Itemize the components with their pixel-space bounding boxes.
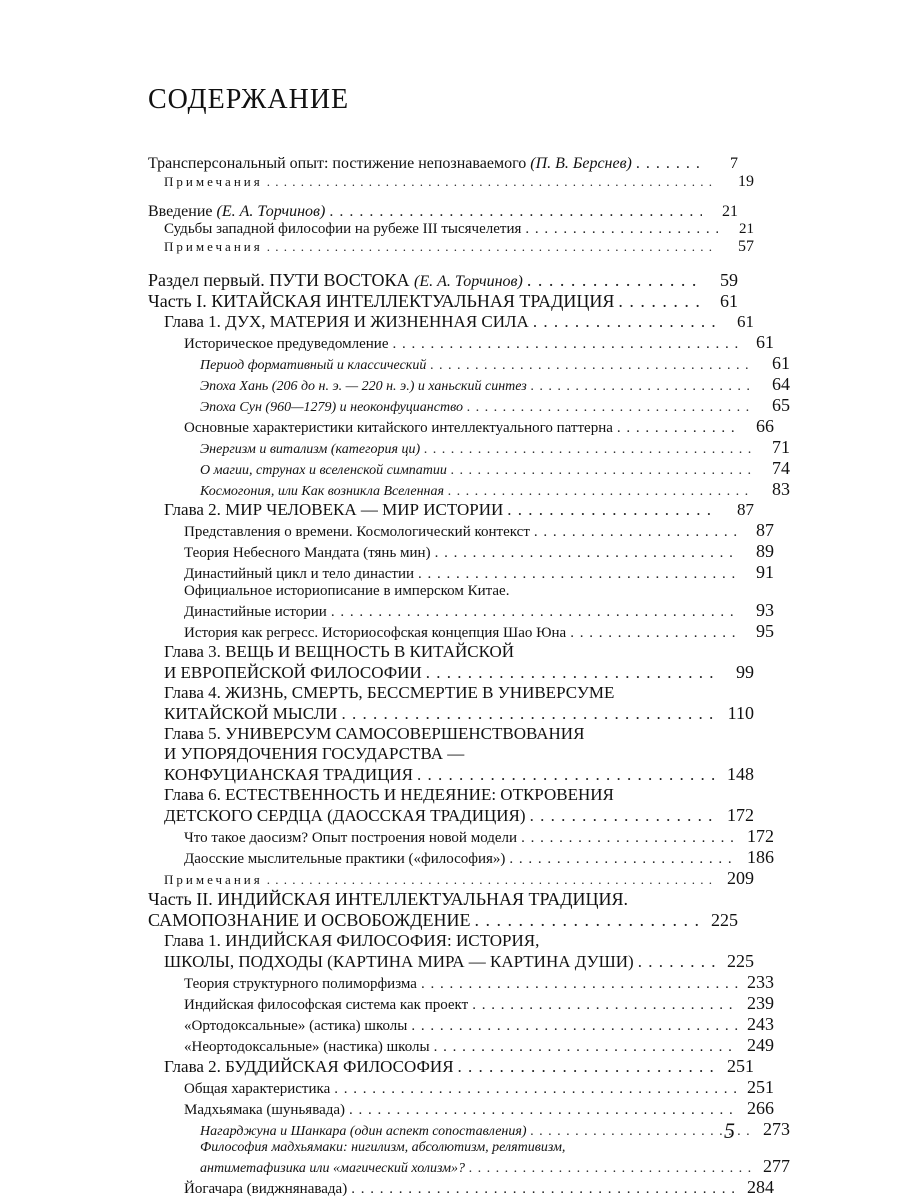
entry-title: Теория Небесного Мандата (тянь мин)	[184, 545, 431, 561]
entry-title-line-2: антиметафизика или «магический холизм»?	[200, 1161, 466, 1176]
entry-title: Нагарджуна и Шанкара (один аспект сопоставления)	[200, 1124, 527, 1139]
leader-dots	[334, 1081, 738, 1098]
leader-dots	[267, 239, 718, 255]
leader-dots	[533, 312, 718, 332]
entry-title: «Ортодоксальные» (астика) школы	[184, 1018, 408, 1034]
entry-page: 266	[747, 1098, 774, 1118]
entry-page: 61	[772, 353, 790, 373]
entry-page: 87	[756, 520, 774, 540]
leader-dots	[349, 1102, 738, 1119]
entry-title: Трансперсональный опыт: постижение непознаваемого	[148, 155, 527, 172]
entry-page: 61	[756, 332, 774, 352]
entry-title: О магии, струнах и вселенской симпатии	[200, 463, 447, 478]
leader-dots	[530, 806, 718, 826]
entry-page: 93	[756, 600, 774, 620]
entry-page: 148	[727, 764, 754, 784]
toc-entry[interactable]	[184, 1035, 774, 1056]
leader-dots	[267, 174, 718, 190]
entry-title-line-2: И ЕВРОПЕЙСКОЙ ФИЛОСОФИИ	[164, 663, 422, 682]
entry-page: 89	[756, 541, 774, 561]
toc-entry[interactable]	[184, 1098, 774, 1119]
entry-author: (Е. А. Торчинов)	[414, 273, 523, 290]
toc-entry[interactable]	[184, 1177, 774, 1198]
entry-page: 59	[720, 270, 738, 290]
entry-page: 21	[739, 221, 754, 237]
leader-dots	[475, 910, 702, 931]
entry-title: Представления о времени. Космологический контекст	[184, 524, 530, 540]
entry-title-line-1: Официальное историописание в имперском Китае.	[184, 583, 510, 599]
entry-title: Что такое даосизм? Опыт построения новой модели	[184, 830, 518, 846]
leader-dots	[527, 270, 702, 291]
leader-dots	[531, 1124, 754, 1140]
leader-dots	[426, 663, 718, 683]
toc-entry[interactable]	[200, 458, 790, 479]
toc-entry[interactable]	[184, 1077, 774, 1098]
toc-entry[interactable]	[200, 437, 790, 458]
toc-entry[interactable]	[148, 155, 738, 173]
entry-title: Глава 2. БУДДИЙСКАЯ ФИЛОСОФИЯ	[164, 1057, 454, 1076]
toc-entry[interactable]	[164, 312, 754, 332]
toc-entry[interactable]	[184, 520, 774, 541]
entry-page: 251	[727, 1056, 754, 1076]
toc-entry[interactable]	[148, 889, 738, 931]
entry-author: (П. В. Берснев)	[530, 155, 632, 172]
entry-title: Глава 1. ДУХ, МАТЕРИЯ И ЖИЗНЕННАЯ СИЛА	[164, 312, 529, 331]
entry-title: Йогачара (виджнянавада)	[184, 1181, 348, 1197]
entry-title: Раздел первый. ПУТИ ВОСТОКА	[148, 270, 410, 290]
leader-dots	[638, 952, 718, 972]
leader-dots	[509, 851, 738, 868]
entry-title-line-3: КОНФУЦИАНСКАЯ ТРАДИЦИЯ	[164, 765, 413, 784]
entry-page: 249	[747, 1035, 774, 1055]
leader-dots	[467, 400, 754, 416]
toc-entry[interactable]	[164, 683, 754, 724]
entry-title: Мадхьямака (шуньявада)	[184, 1102, 346, 1118]
entry-title: Эпоха Хань (206 до н. э. — 220 н. э.) и ханьский синтез	[200, 379, 527, 394]
entry-title: Историческое предуведомление	[184, 336, 389, 352]
entry-title: Индийская философская система как проект	[184, 997, 469, 1013]
leader-dots	[507, 500, 718, 520]
entry-page: 284	[747, 1177, 774, 1197]
leader-dots	[469, 1161, 754, 1177]
leader-dots	[267, 872, 718, 888]
entry-page: 225	[727, 951, 754, 971]
toc-entry[interactable]	[164, 642, 754, 683]
toc-entry[interactable]	[184, 583, 774, 621]
entry-page: 99	[736, 662, 754, 682]
entry-title: Династийный цикл и тело династии	[184, 566, 415, 582]
entry-title-line-1: Глава 1. ИНДИЙСКАЯ ФИЛОСОФИЯ: ИСТОРИЯ,	[164, 931, 540, 950]
entry-page: 19	[738, 173, 754, 190]
leader-dots	[331, 604, 738, 621]
entry-title-line-1: Философия мадхьямаки: нигилизм, абсолютизм, релятивизм,	[200, 1140, 566, 1155]
toc-entry[interactable]	[184, 621, 774, 642]
entry-title-line-2: САМОПОЗНАНИЕ И ОСВОБОЖДЕНИЕ	[148, 910, 471, 930]
toc-entry[interactable]	[184, 847, 774, 868]
entry-page: 172	[727, 805, 754, 825]
entry-page: 95	[756, 621, 774, 641]
entry-title: Примечания	[164, 239, 263, 254]
leader-dots	[418, 566, 738, 583]
toc-entry[interactable]	[164, 868, 754, 889]
entry-page: 7	[730, 155, 738, 172]
entry-page: 91	[756, 562, 774, 582]
entry-title-line-1: Часть II. ИНДИЙСКАЯ ИНТЕЛЛЕКТУАЛЬНАЯ ТРАДИЦИЯ.	[148, 889, 629, 909]
entry-page: 172	[747, 826, 774, 846]
leader-dots	[451, 463, 754, 479]
entry-title-line-1: Глава 6. ЕСТЕСТВЕННОСТЬ И НЕДЕЯНИЕ: ОТКРОВЕНИЯ	[164, 785, 614, 804]
entry-page: 57	[738, 238, 754, 255]
entry-title-line-2: ШКОЛЫ, ПОДХОДЫ (КАРТИНА МИРА — КАРТИНА ДУШИ)	[164, 952, 634, 971]
entry-title-line-1: Глава 5. УНИВЕРСУМ САМОСОВЕРШЕНСТВОВАНИЯ	[164, 724, 585, 743]
entry-title: Период формативный и классический	[200, 358, 427, 373]
entry-title-line-2: КИТАЙСКОЙ МЫСЛИ	[164, 704, 338, 723]
entry-page: 273	[763, 1119, 790, 1139]
leader-dots	[435, 545, 738, 562]
toc-entry[interactable]	[200, 1140, 790, 1177]
toc-entry[interactable]	[164, 785, 754, 826]
entry-page: 71	[772, 437, 790, 457]
entry-page: 251	[747, 1077, 774, 1097]
page-number: 5	[724, 1118, 735, 1143]
leader-dots	[570, 625, 738, 642]
toc-entry[interactable]	[184, 332, 774, 353]
entry-page: 65	[772, 395, 790, 415]
entry-title: История как регресс. Историософская концепция Шао Юна	[184, 625, 567, 641]
leader-dots	[417, 765, 718, 785]
entry-page: 225	[711, 910, 738, 930]
leader-dots	[472, 997, 738, 1014]
toc-entry[interactable]	[200, 395, 790, 416]
leader-dots	[448, 484, 754, 500]
entry-author: (Е. А. Торчинов)	[216, 203, 326, 220]
leader-dots	[411, 1018, 738, 1035]
toc-entry[interactable]	[184, 416, 774, 437]
entry-title-line-1: Глава 3. ВЕЩЬ И ВЕЩНОСТЬ В КИТАЙСКОЙ	[164, 642, 515, 661]
entry-page: 66	[756, 416, 774, 436]
toc-entry[interactable]	[164, 1056, 754, 1077]
entry-title: Общая характеристика	[184, 1081, 331, 1097]
leader-dots	[458, 1057, 718, 1077]
leader-dots	[534, 524, 738, 541]
entry-page: 74	[772, 458, 790, 478]
page-title: СОДЕРЖАНИЕ	[148, 84, 350, 115]
toc-entry[interactable]	[148, 203, 738, 221]
entry-title: Энергизм и витализм (категория ци)	[200, 442, 421, 457]
toc-entry[interactable]	[164, 931, 754, 972]
leader-dots	[434, 1039, 738, 1056]
leader-dots	[636, 155, 702, 173]
toc-entry[interactable]	[148, 291, 738, 312]
toc-entry[interactable]	[184, 1014, 774, 1035]
leader-dots	[430, 358, 754, 374]
toc-entry[interactable]	[200, 374, 790, 395]
entry-title: Даосские мыслительные практики («философия»)	[184, 851, 506, 867]
toc-entry[interactable]	[164, 238, 754, 256]
toc-entry[interactable]	[184, 562, 774, 583]
leader-dots	[329, 203, 702, 221]
entry-title-line-2: И УПОРЯДОЧЕНИЯ ГОСУДАРСТВА —	[164, 744, 465, 763]
entry-title: Часть I. КИТАЙСКАЯ ИНТЕЛЛЕКТУАЛЬНАЯ ТРАДИЦИЯ	[148, 291, 615, 311]
toc-entry[interactable]	[164, 221, 754, 238]
leader-dots	[521, 830, 738, 847]
entry-page: 209	[727, 868, 754, 888]
entry-title: Теория структурного полиморфизма	[184, 976, 417, 992]
toc-entry[interactable]	[148, 270, 738, 291]
entry-page: 233	[747, 972, 774, 992]
entry-title: Космогония, или Как возникла Вселенная	[200, 484, 445, 499]
toc-entry[interactable]	[200, 353, 790, 374]
entry-page: 83	[772, 479, 790, 499]
entry-title-line-2: Династийные истории	[184, 604, 327, 620]
toc-entry[interactable]	[164, 500, 754, 520]
toc-entry[interactable]	[164, 724, 754, 785]
entry-page: 64	[772, 374, 790, 394]
toc-entry[interactable]	[184, 972, 774, 993]
entry-title-line-1: Глава 4. ЖИЗНЬ, СМЕРТЬ, БЕССМЕРТИЕ В УНИВЕРСУМЕ	[164, 683, 615, 702]
toc-entry[interactable]	[200, 1119, 790, 1140]
entry-title-line-2: ДЕТСКОГО СЕРДЦА (ДАОССКАЯ ТРАДИЦИЯ)	[164, 806, 526, 825]
leader-dots	[617, 420, 738, 437]
entry-title: Примечания	[164, 174, 263, 189]
entry-page: 239	[747, 993, 774, 1013]
entry-page: 61	[720, 291, 738, 311]
entry-title: Примечания	[164, 872, 263, 887]
entry-page: 87	[737, 500, 754, 519]
leader-dots	[351, 1181, 738, 1198]
leader-dots	[525, 221, 718, 238]
toc-entry[interactable]	[184, 541, 774, 562]
entry-page: 21	[722, 203, 738, 220]
entry-page: 110	[727, 703, 754, 723]
entry-title: Глава 2. МИР ЧЕЛОВЕКА — МИР ИСТОРИИ	[164, 500, 504, 519]
entry-title: Введение	[148, 203, 213, 220]
toc-entry[interactable]	[184, 993, 774, 1014]
leader-dots	[393, 336, 739, 353]
leader-dots	[424, 442, 754, 458]
toc-entry[interactable]	[184, 826, 774, 847]
entry-title: «Неортодоксальные» (настика) школы	[184, 1039, 430, 1055]
table-of-contents	[148, 155, 790, 1198]
leader-dots	[421, 976, 738, 993]
leader-dots	[341, 704, 718, 724]
entry-page: 277	[763, 1156, 790, 1176]
entry-title: Эпоха Сун (960—1279) и неоконфуцианство	[200, 400, 463, 415]
entry-page: 61	[737, 312, 754, 331]
entry-page: 243	[747, 1014, 774, 1034]
entry-title: Основные характеристики китайского интеллектуального паттерна	[184, 420, 613, 436]
entry-title: Судьбы западной философии на рубеже III тысячелетия	[164, 221, 522, 237]
leader-dots	[618, 291, 702, 312]
toc-entry[interactable]	[164, 173, 754, 191]
entry-page: 186	[747, 847, 774, 867]
toc-entry[interactable]	[200, 479, 790, 500]
leader-dots	[531, 379, 754, 395]
